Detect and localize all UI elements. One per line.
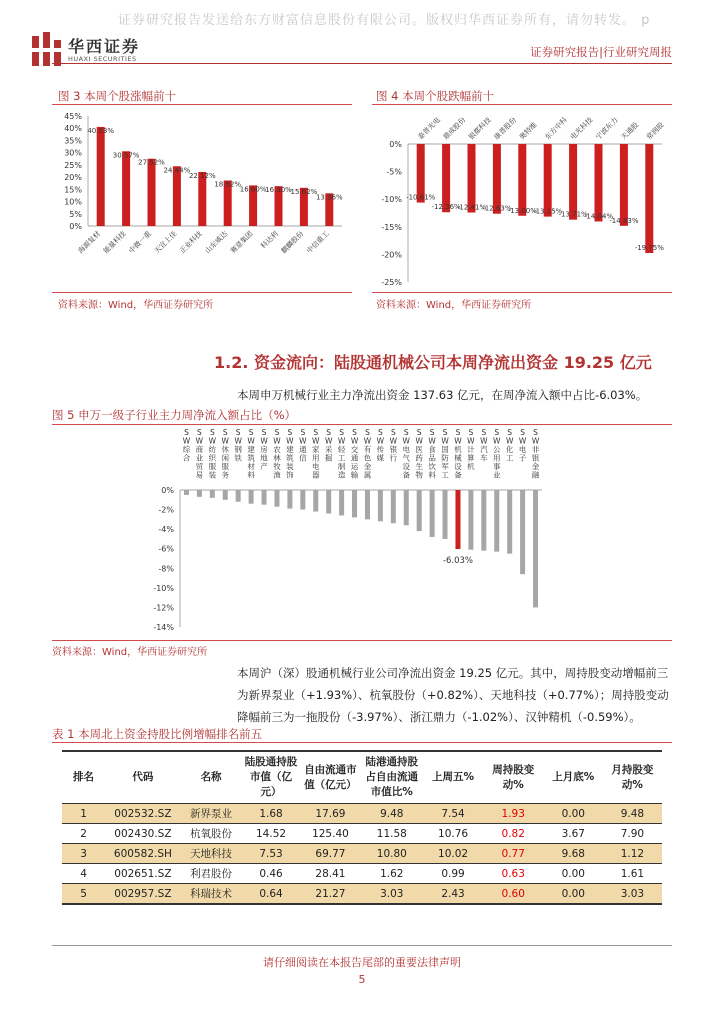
fig3-data-label: 16.30% bbox=[265, 186, 292, 195]
fig5-ytick-label: -6% bbox=[158, 544, 174, 554]
fig3-ytick-label: 20% bbox=[64, 173, 82, 183]
fig4-category-label: 东方中科 bbox=[543, 115, 569, 142]
fig3-category-label: 麒麟股份 bbox=[279, 229, 306, 256]
fig5-category-label: S W 综合 bbox=[182, 428, 191, 463]
fig5-category-label: S W 轻工制造 bbox=[337, 428, 346, 480]
fig5-category-label: S W 建筑装饰 bbox=[286, 428, 294, 480]
fig4-data-label: -12.41% bbox=[456, 203, 487, 212]
table-header-cell: 周持股变动% bbox=[483, 751, 544, 804]
fig4-category-label: 康普股份 bbox=[492, 115, 519, 142]
fig5-category-label: S W 计算机 bbox=[467, 428, 475, 471]
fig5-bar bbox=[507, 490, 512, 554]
fig3-ytick-label: 40% bbox=[64, 124, 82, 134]
fig5-category-label: S W 农林牧渔 bbox=[273, 428, 281, 480]
fig5-ytick-label: 0% bbox=[161, 486, 174, 495]
fig4-bar bbox=[645, 144, 653, 253]
fig5-bar bbox=[443, 490, 448, 539]
table-cell: 0.63 bbox=[483, 864, 544, 884]
fig3-source: 资料来源：Wind，华西证券研究所 bbox=[58, 300, 214, 311]
fig4-data-label: -12.63% bbox=[482, 204, 512, 213]
fig4-ytick-label: 0% bbox=[389, 140, 402, 149]
fig5-bottom-rule bbox=[52, 640, 672, 641]
fig3-title: 图 3 本周个股涨幅前十 bbox=[58, 89, 177, 103]
fig5-category-label: S W 商业贸易 bbox=[195, 428, 204, 480]
fig4-category-label: 奥特维 bbox=[518, 120, 539, 142]
table-cell: 002532.SZ bbox=[105, 804, 181, 824]
fig4-category-label: 银都科技 bbox=[467, 115, 493, 142]
table-cell: 9.48 bbox=[360, 804, 423, 824]
fig5-category-label: S W 房地产 bbox=[260, 428, 268, 471]
fig3-category-label: 赛意集团 bbox=[229, 229, 255, 256]
fig5-bar bbox=[365, 490, 370, 519]
table-row bbox=[62, 864, 662, 884]
table-cell: 0.82 bbox=[483, 824, 544, 844]
table-header-cell: 自由流通市值（亿元） bbox=[301, 751, 361, 804]
table-cell: 14.52 bbox=[241, 824, 300, 844]
fig4-bar bbox=[442, 144, 450, 212]
table-cell: 28.41 bbox=[301, 864, 361, 884]
fig5-bar bbox=[210, 490, 215, 498]
fig5-ytick-label: -12% bbox=[153, 603, 174, 613]
fig3-ytick-label: 5% bbox=[69, 209, 82, 219]
table-header-cell: 排名 bbox=[62, 751, 105, 804]
table-cell: 0.77 bbox=[483, 844, 544, 864]
fig5-bar bbox=[339, 490, 344, 515]
fig5-bar bbox=[184, 490, 189, 495]
fig3-ytick-label: 35% bbox=[64, 136, 82, 146]
fig4-bar bbox=[468, 144, 476, 213]
holdings-table bbox=[62, 750, 662, 905]
fig5-bar bbox=[378, 490, 383, 521]
fig3-top-rule bbox=[52, 104, 352, 105]
table-cell: 7.53 bbox=[241, 844, 300, 864]
legal-notice: 请仔细阅读在本报告尾部的重要法律声明 bbox=[263, 956, 461, 969]
fig4-data-label: -12.36% bbox=[431, 203, 461, 212]
fig3-ytick-label: 15% bbox=[64, 185, 82, 195]
table-row bbox=[62, 844, 662, 864]
table-cell: 3.03 bbox=[360, 884, 423, 905]
fig5-category-label: S W 银行 bbox=[389, 428, 398, 463]
company-logo bbox=[30, 30, 170, 70]
fig4-category-label: 宁波东力 bbox=[594, 115, 620, 142]
table-cell: 4 bbox=[62, 864, 105, 884]
fig5-bar bbox=[417, 490, 422, 531]
fig3-data-label: 40.53% bbox=[87, 126, 115, 135]
fig4-chart bbox=[372, 108, 672, 290]
fig3-category-label: 海源复材 bbox=[76, 229, 103, 256]
table-cell: 9.68 bbox=[544, 844, 603, 864]
fig5-category-label: S W 建筑材料 bbox=[247, 428, 255, 480]
table-cell: 5 bbox=[62, 884, 105, 905]
fig5-bar bbox=[274, 490, 279, 507]
table-cell: 10.80 bbox=[360, 844, 423, 864]
fig5-top-rule bbox=[52, 424, 672, 425]
fig5-bar bbox=[300, 490, 305, 510]
fig4-top-rule bbox=[372, 104, 672, 105]
fig5-bar bbox=[455, 490, 460, 549]
fig3-ytick-label: 45% bbox=[64, 112, 82, 121]
fig5-bar bbox=[430, 490, 435, 537]
fig3-category-label: 正业科技 bbox=[178, 229, 204, 256]
table-header-cell: 陆股通持股市值（亿元） bbox=[241, 751, 300, 804]
fig3-data-label: 13.36% bbox=[315, 193, 343, 202]
fig5-bar bbox=[404, 490, 409, 525]
table-row bbox=[62, 824, 662, 844]
fig4-data-label: -14.83% bbox=[609, 216, 639, 225]
fig4-ytick-label: -15% bbox=[381, 222, 402, 232]
fig4-bottom-rule bbox=[372, 292, 672, 293]
report-type-header: 证券研究报告|行业研究周报 bbox=[530, 45, 672, 59]
footer-rule bbox=[52, 945, 672, 946]
fig5-bar bbox=[223, 490, 228, 500]
fig3-bottom-rule bbox=[52, 292, 352, 293]
fig5-bar bbox=[520, 490, 525, 574]
table-cell: 0.64 bbox=[241, 884, 300, 905]
table-header-cell: 陆港通持股占自由流通市值比% bbox=[360, 751, 423, 804]
fig5-bar bbox=[391, 490, 396, 523]
fig5-ytick-label: -2% bbox=[158, 505, 174, 515]
fig5-category-label: S W 交通运输 bbox=[350, 428, 359, 480]
fig5-category-label: S W 汽车 bbox=[480, 428, 488, 463]
fig4-title: 图 4 本周个股跌幅前十 bbox=[376, 89, 495, 103]
fig5-source: 资料来源：Wind，华西证券研究所 bbox=[52, 647, 208, 658]
fig3-data-label: 18.62% bbox=[214, 180, 242, 189]
fig4-data-label: -13.15% bbox=[533, 207, 563, 216]
fig5-chart bbox=[52, 427, 672, 637]
fig4-data-label: -10.61% bbox=[406, 193, 436, 202]
table-header-row bbox=[62, 751, 662, 804]
fig5-category-label: S W 电子 bbox=[518, 428, 527, 463]
page-number: 5 bbox=[358, 973, 366, 986]
fig5-category-label: S W 医药生物 bbox=[415, 428, 423, 480]
fig5-category-label: S W 国防军工 bbox=[441, 428, 449, 480]
fig4-ytick-label: -25% bbox=[381, 278, 402, 287]
table-header-cell: 月持股变动% bbox=[603, 751, 662, 804]
table-header-cell: 名称 bbox=[181, 751, 242, 804]
table-cell: 天地科技 bbox=[181, 844, 242, 864]
table-header-cell: 上月底% bbox=[544, 751, 603, 804]
table-cell: 0.00 bbox=[544, 884, 603, 905]
fig3-category-label: 能量科技 bbox=[102, 229, 128, 256]
fig5-category-label: S W 通信 bbox=[299, 428, 307, 463]
table-row bbox=[62, 804, 662, 824]
fig4-bar bbox=[518, 144, 526, 216]
table-cell: 3 bbox=[62, 844, 105, 864]
table-cell: 9.48 bbox=[603, 804, 662, 824]
fig4-data-label: -14.04% bbox=[583, 212, 614, 221]
paragraph-2: 本周沪（深）股通机械行业公司净流出资金 19.25 亿元。其中，周持股变动增幅前三为新界泵业（+1.93%）、杭氧股份（+0.82%）、天地科技（+0.77%）；周持股变动降幅前三为一拖股份（-3.97%）、浙江鼎力（-1.02%）、汉钟精机（-0.59%）。 bbox=[237, 666, 669, 724]
table-cell: 1 bbox=[62, 804, 105, 824]
fig3-data-label: 30.57% bbox=[112, 151, 140, 160]
fig5-ytick-label: -8% bbox=[158, 564, 174, 574]
fig3-chart bbox=[52, 108, 352, 290]
table-header-cell: 上周五% bbox=[423, 751, 482, 804]
fig5-bar bbox=[326, 490, 331, 513]
logo-text-en: HUAXI SECURITIES bbox=[68, 55, 137, 63]
fig3-bar bbox=[97, 127, 105, 226]
table-cell: 3.67 bbox=[544, 824, 603, 844]
table-cell: 0.00 bbox=[544, 804, 603, 824]
table-title-rule bbox=[52, 742, 672, 743]
fig4-category-label: 电光科技 bbox=[568, 115, 595, 142]
fig3-category-label: 天宜上佳 bbox=[152, 229, 179, 256]
fig4-category-label: 常润股 bbox=[645, 120, 666, 142]
table-cell: 2.43 bbox=[423, 884, 482, 905]
table-cell: 3.03 bbox=[603, 884, 662, 905]
table-cell: 7.90 bbox=[603, 824, 662, 844]
table-title: 表 1 本周北上资金持股比例增幅排名前五 bbox=[52, 727, 263, 741]
fig5-bar bbox=[468, 490, 473, 550]
watermark: 证券研究报告发送给东方财富信息股份有限公司。版权归华西证券所有，请勿转发。 p bbox=[118, 13, 651, 28]
fig4-bar bbox=[544, 144, 552, 217]
fig4-bar bbox=[595, 144, 603, 222]
fig5-bar bbox=[197, 490, 202, 497]
fig5-category-label: S W 休闲服务 bbox=[221, 428, 229, 480]
fig3-bar bbox=[122, 151, 130, 226]
fig4-category-label: 鼎成股份 bbox=[441, 115, 468, 142]
fig4-bar bbox=[493, 144, 501, 214]
table-cell: 0.99 bbox=[423, 864, 482, 884]
fig3-data-label: 27.52% bbox=[138, 158, 165, 167]
fig3-ytick-label: 10% bbox=[64, 197, 82, 207]
fig3-bar bbox=[148, 159, 156, 226]
fig5-category-label: S W 机械设备 bbox=[454, 428, 462, 480]
table-cell: 1.93 bbox=[483, 804, 544, 824]
fig5-category-label: S W 电气设备 bbox=[402, 428, 410, 480]
fig5-title: 图 5 申万一级子行业主力周净流入额占比（%） bbox=[52, 408, 297, 422]
table-cell: 杭氧股份 bbox=[181, 824, 242, 844]
fig4-bar bbox=[569, 144, 577, 220]
table-cell: 0.60 bbox=[483, 884, 544, 905]
fig5-category-label: S W 食品饮料 bbox=[428, 428, 436, 480]
fig5-category-label: S W 采掘 bbox=[324, 428, 333, 463]
table-cell: 7.54 bbox=[423, 804, 482, 824]
table-cell: 1.68 bbox=[241, 804, 300, 824]
fig3-ytick-label: 0% bbox=[69, 222, 82, 231]
fig4-category-label: 泰普光电 bbox=[416, 115, 442, 142]
fig4-data-label: -13.00% bbox=[507, 206, 537, 215]
table-cell: 1.61 bbox=[603, 864, 662, 884]
logo-text-cn: 华西证券 bbox=[68, 37, 141, 56]
fig4-data-label: -13.71% bbox=[558, 210, 588, 219]
table-cell: 21.27 bbox=[301, 884, 361, 905]
table-cell: 1.62 bbox=[360, 864, 423, 884]
fig5-category-label: S W 非银金融 bbox=[531, 428, 540, 480]
fig5-category-label: S W 化工 bbox=[505, 428, 514, 463]
fig4-data-label: -19.75% bbox=[634, 244, 664, 253]
fig5-ytick-label: -14% bbox=[153, 623, 174, 632]
table-cell: 10.76 bbox=[423, 824, 482, 844]
fig3-data-label: 22.12% bbox=[188, 171, 216, 180]
fig3-data-label: 24.44% bbox=[163, 166, 191, 175]
table-cell: 科瑞技术 bbox=[181, 884, 242, 905]
fig4-source: 资料来源：Wind，华西证券研究所 bbox=[376, 300, 532, 311]
paragraph-1: 本周申万机械行业主力净流出资金 137.63 亿元，在周净流入额中占比-6.03%。 bbox=[237, 388, 648, 402]
table-cell: 0.00 bbox=[544, 864, 603, 884]
fig5-highlight-label: -6.03% bbox=[442, 556, 474, 567]
fig5-bar bbox=[533, 490, 538, 607]
fig4-category-label: 天通股 bbox=[619, 120, 641, 142]
section-heading: 1.2. 资金流向：陆股通机械公司本周净流出资金 19.25 亿元 bbox=[214, 353, 652, 372]
fig3-category-label: 中微一重 bbox=[127, 229, 153, 256]
fig5-bar bbox=[481, 490, 486, 551]
table-cell: 002430.SZ bbox=[105, 824, 181, 844]
fig5-bar bbox=[313, 490, 318, 512]
fig3-category-label: 中信重工 bbox=[305, 229, 331, 256]
table-cell: 600582.SH bbox=[105, 844, 181, 864]
fig3-ytick-label: 30% bbox=[64, 148, 82, 158]
fig3-category-label: 科达利 bbox=[259, 229, 280, 251]
fig3-ytick-label: 25% bbox=[64, 160, 82, 170]
fig3-data-label: 16.60% bbox=[239, 185, 267, 194]
table-cell: 17.69 bbox=[301, 804, 361, 824]
table-cell: 11.58 bbox=[360, 824, 423, 844]
fig5-bar bbox=[287, 490, 292, 509]
fig5-category-label: S W 纺织服装 bbox=[208, 428, 217, 480]
table-cell: 69.77 bbox=[301, 844, 361, 864]
fig5-category-label: S W 有色金属 bbox=[363, 428, 372, 480]
fig4-bar bbox=[620, 144, 628, 226]
fig3-data-label: 15.62% bbox=[290, 187, 318, 196]
fig5-category-label: S W 钢铁 bbox=[234, 428, 242, 463]
fig5-bar bbox=[249, 490, 254, 504]
fig5-category-label: S W 公用事业 bbox=[493, 428, 501, 480]
table-cell: 0.46 bbox=[241, 864, 300, 884]
fig3-category-label: 山东威达 bbox=[203, 229, 230, 256]
table-cell: 10.02 bbox=[423, 844, 482, 864]
fig5-category-label: S W 传媒 bbox=[376, 428, 385, 463]
fig5-ytick-label: -4% bbox=[158, 525, 174, 535]
table-cell: 利君股份 bbox=[181, 864, 242, 884]
table-header-cell: 代码 bbox=[105, 751, 181, 804]
fig5-bar bbox=[236, 490, 241, 502]
fig5-category-label: S W 家用电器 bbox=[312, 428, 320, 480]
fig5-bar bbox=[494, 490, 499, 552]
fig4-ytick-label: -10% bbox=[381, 195, 402, 205]
fig5-bar bbox=[352, 490, 357, 517]
table-row bbox=[62, 884, 662, 905]
table-cell: 新界泵业 bbox=[181, 804, 242, 824]
fig4-ytick-label: -20% bbox=[381, 250, 402, 260]
fig4-ytick-label: -5% bbox=[386, 167, 402, 177]
fig5-bar bbox=[262, 490, 267, 505]
table-cell: 2 bbox=[62, 824, 105, 844]
table-cell: 002957.SZ bbox=[105, 884, 181, 905]
table-cell: 125.40 bbox=[301, 824, 361, 844]
fig3-bar bbox=[173, 166, 181, 226]
fig3-bar bbox=[198, 172, 206, 226]
fig5-ytick-label: -10% bbox=[153, 583, 174, 593]
header-rule bbox=[52, 63, 672, 64]
table-cell: 002651.SZ bbox=[105, 864, 181, 884]
table-cell: 1.12 bbox=[603, 844, 662, 864]
